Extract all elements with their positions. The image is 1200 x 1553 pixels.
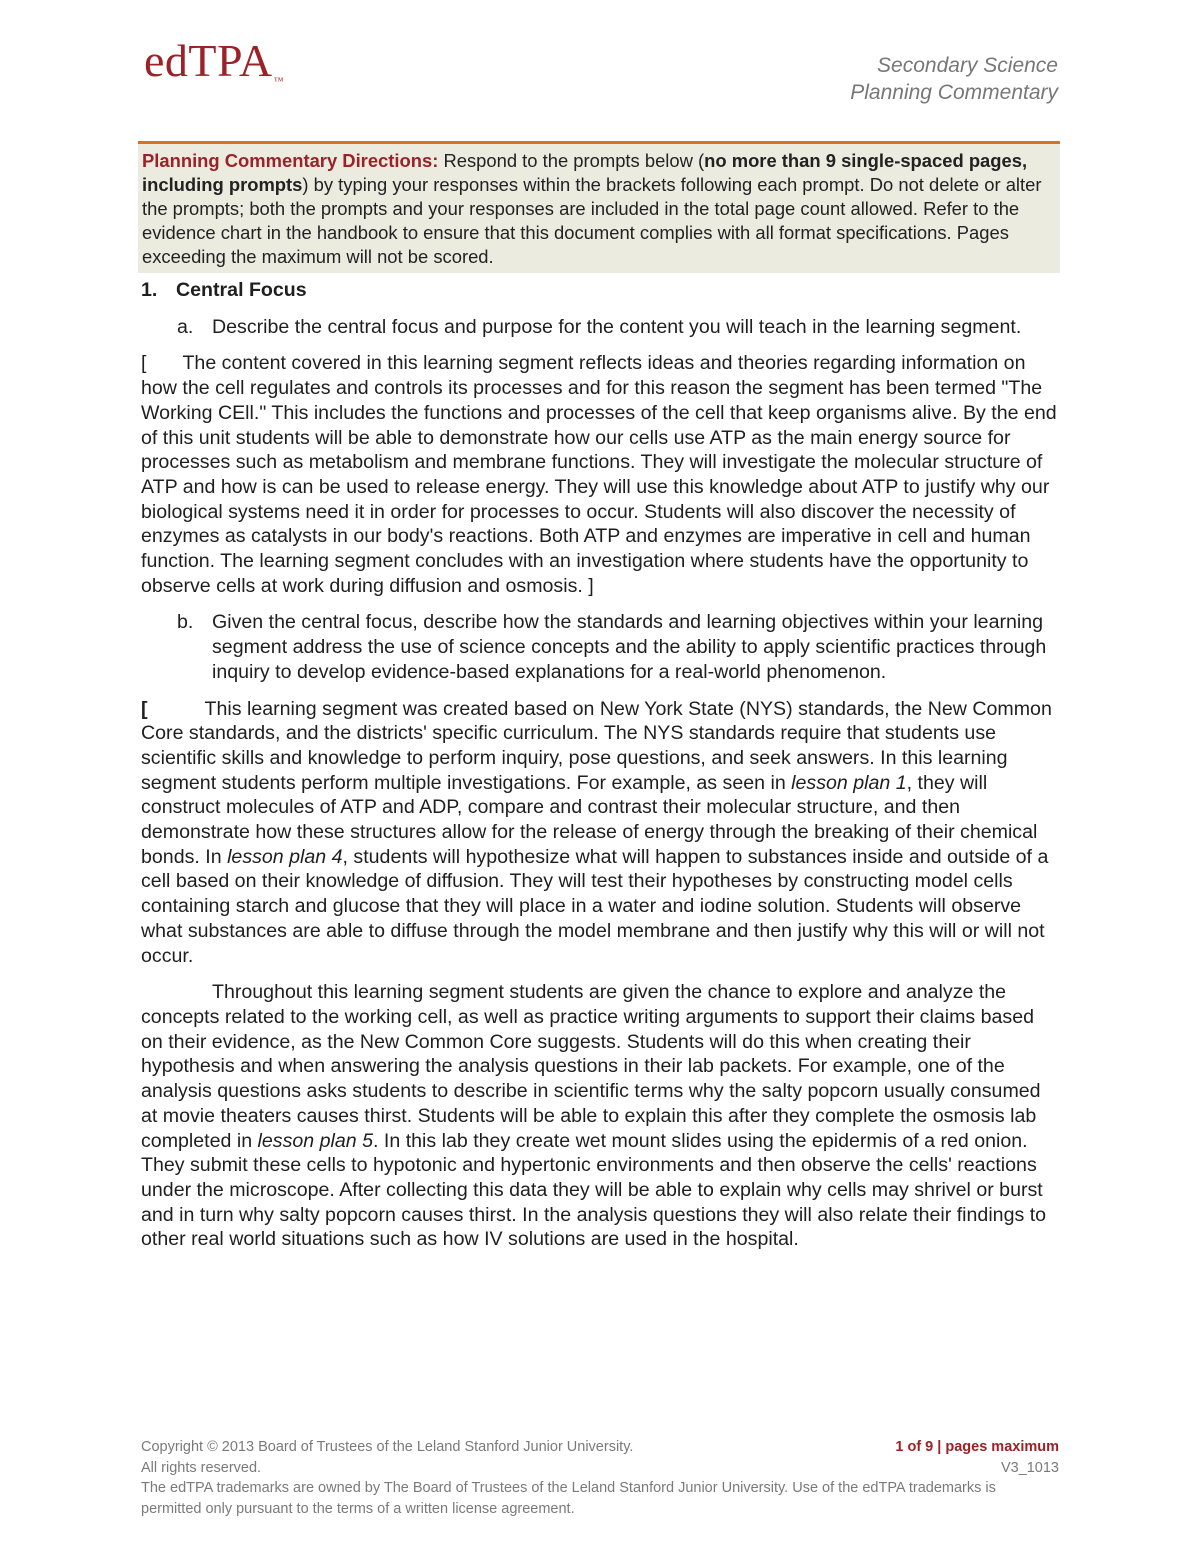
response-b-paragraph-2[interactable]: Throughout this learning segment students are given the chance to explore and analyze the concepts related to the working cell, as well as practice writing arguments to support their claims based on their evidence, as the New Common Core suggests. Students will do this when creating their hypothesis and when answering the analysis questions in their lab packets. For example, one of the analysis questions asks students to describe in scientific terms why the salty popcorn usually consumed at movie theaters causes thirst. Students will be able to explain this after they complete the osmosis lab completed in lesson plan 5. In this lab they create wet mount slides using the epidermis of a red onion. They submit these cells to hypotonic and hypertonic environments and then observe the cells' reactions under the microscope. After collecting this data they will be able to explain why cells may shrivel or burst and in turn why salty popcorn causes thirst. In the analysis questions they will also relate their findings to other real world situations such as how IV solutions are used in the hospital. (141, 981, 1047, 1251)
footer-copyright: Copyright © 2013 Board of Trustees of the Leland Stanford Junior University. (141, 1439, 634, 1455)
lesson-plan-1-ref: lesson plan 1 (791, 771, 907, 794)
footer-rights: All rights reserved. (141, 1459, 262, 1476)
prompt-a: a. Describe the central focus and purpose for the content you will teach in the learning segment. (177, 315, 1022, 338)
commentary-content (141, 278, 1061, 1264)
edtpa-logo: edTPA™ (144, 35, 284, 87)
header-subject: Secondary Science (877, 54, 1058, 77)
directions-box: Planning Commentary Directions: Respond to the prompts below (no more than 9 single-spaced pages, including prompts) by typing your responses within the brackets following each prompt. Do not delete or alter the prompts; both the prompts and your responses are included in the total page count allowed. Refer to the evidence chart in the handbook to ensure that this document complies with all format specifications. Pages exceeding the maximum will not be scored. (138, 141, 1060, 273)
response-a[interactable]: [ The content covered in this learning segment reflects ideas and theories regarding information on how the cell regulates and controls its processes and for this reason the segment has been termed "The Working CEll." This includes the functions and processes of the cell that keep organisms alive. By the end of this unit students will be able to demonstrate how our cells use ATP as the main energy source for processes such as metabolism and membrane functions. They will investigate the molecular structure of ATP and how is can be used to release energy. They will use this knowledge about ATP to justify why our biological systems need it in order for processes to occur. Students will also discover the necessity of enzymes as catalysts in our body's reactions. Both ATP and enzymes are imperative in cell and human function. The learning segment concludes with an investigation where students have the opportunity to observe cells at work during diffusion and osmosis. ] (141, 352, 1057, 597)
lesson-plan-5-ref: lesson plan 5 (257, 1129, 374, 1152)
lesson-plan-4-ref: lesson plan 4 (227, 845, 343, 868)
response-b-paragraph-1[interactable]: [ This learning segment was created based on New York State (NYS) standards, the New Common Core standards, and the districts' specific curriculum. The NYS standards require that students use scientific skills and knowledge to perform inquiry, pose questions, and seek answers. In this learning segment students perform multiple investigations. For example, as seen in lesson plan 1, they will construct molecules of ATP and ADP, compare and contrast their molecular structure, and then demonstrate how these structures allow for the release of energy through the breaking of their chemical bonds. In lesson plan 4, students will hypothesize what will happen to substances inside and outside of a cell based on their knowledge of diffusion. They will test their hypotheses by constructing model cells containing starch and glucose that they will place in a water and iodine solution. Students will observe what substances are able to diffuse through the model membrane and then justify why this will or will not occur. (141, 697, 1052, 967)
directions-label: Planning Commentary Directions: (142, 150, 439, 171)
document-footer (141, 1437, 1059, 1519)
document-header (850, 52, 1058, 106)
page-count: 1 of 9 | pages maximum (895, 1439, 1059, 1455)
footer-trademark: The edTPA trademarks are owned by The Board of Trustees of the Leland Stanford Junior University. Use of the edTPA trademarks is permitted only pursuant to the terms of a written license agreement. (141, 1480, 996, 1517)
header-document-type: Planning Commentary (850, 81, 1058, 104)
section-heading: 1. Central Focus (141, 279, 307, 301)
prompt-b: b. Given the central focus, describe how the standards and learning objectives within your learning segment address the use of science concepts and the ability to apply scientific practices through inquiry to develop evidence-based explanations for a real-world phenomenon. (177, 611, 1047, 683)
footer-version: V3_1013 (1000, 1459, 1059, 1476)
